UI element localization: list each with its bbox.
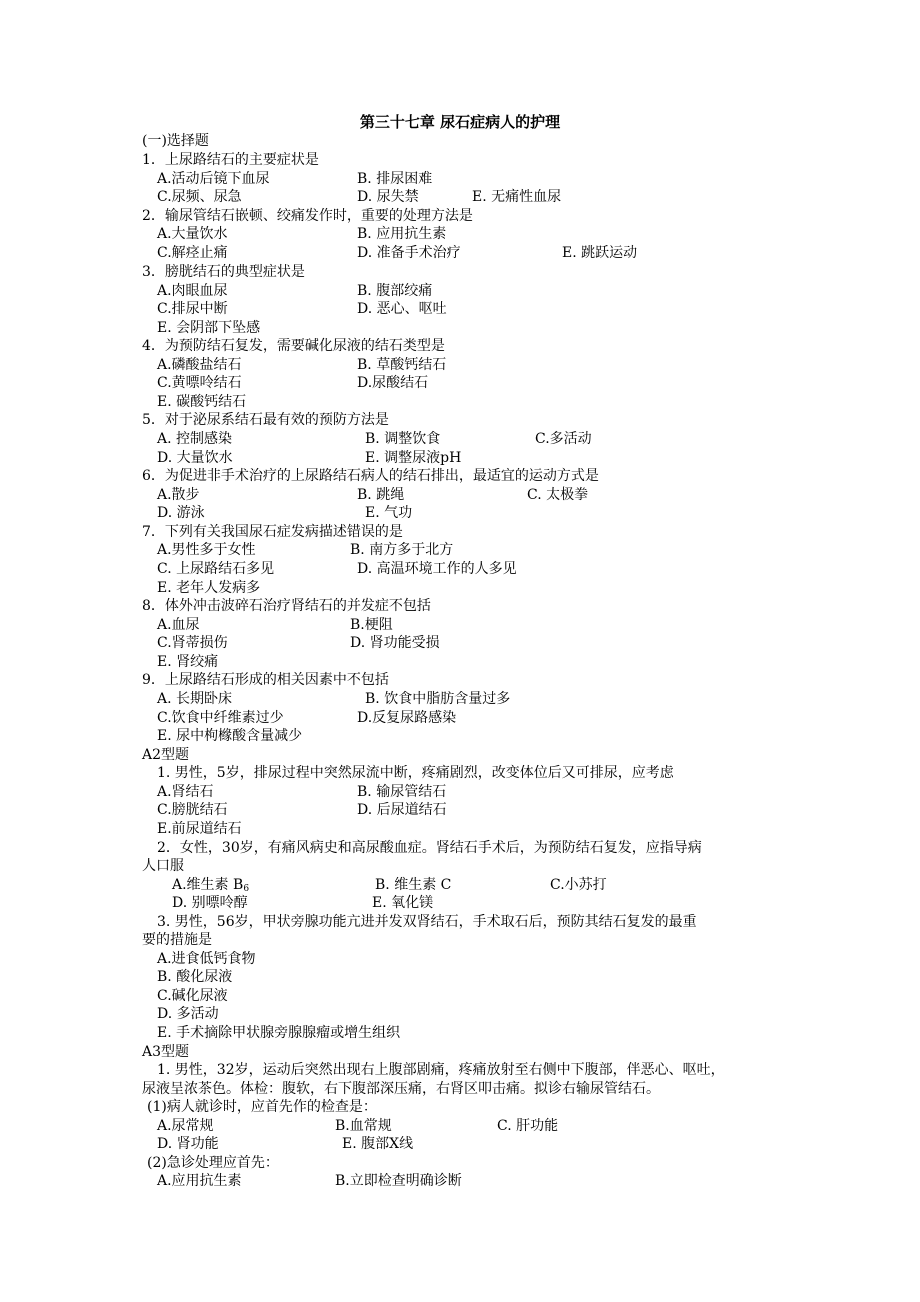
option-text: B. 南方多于北方 (350, 542, 454, 558)
option-text: A.磷酸盐结石 (157, 357, 242, 373)
option-text: A. 控制感染 (157, 431, 233, 447)
text-line: 4．为预防结石复发，需要碱化尿液的结石类型是 (142, 338, 445, 354)
text-line: E. 肾绞痛 (157, 654, 219, 670)
text-line: (1)病人就诊时，应首先作的检查是： (147, 1099, 377, 1115)
option-text: D. 肾功能受损 (350, 635, 440, 651)
option-text: D. 准备手术治疗 (357, 245, 461, 261)
option-text: B. 腹部绞痛 (357, 283, 433, 299)
option-text: A.活动后镜下血尿 (157, 171, 270, 187)
option-text: D. 游泳 (157, 505, 205, 521)
option-text: C. 太极拳 (527, 487, 589, 503)
text-line: E. 会阴部下坠感 (157, 320, 261, 336)
option-text: B. 应用抗生素 (357, 226, 447, 242)
text-line: A3型题 (142, 1044, 190, 1060)
option-text: A.男性多于女性 (157, 542, 256, 558)
option-text: A.维生素 $B_6$ (172, 877, 250, 894)
text-line: (一)选择题 (142, 133, 209, 149)
text-line: 1．上尿路结石的主要症状是 (142, 152, 319, 168)
text-line: 5．对于泌尿系结石最有效的预防方法是 (142, 412, 389, 428)
option-text: C. 上尿路结石多见 (157, 561, 275, 577)
option-text: B. 排尿困难 (357, 171, 433, 187)
text-line: E.前尿道结石 (157, 821, 242, 837)
chapter-title: 第三十七章 尿石症病人的护理 (359, 113, 561, 131)
option-text: B. 输尿管结石 (357, 784, 447, 800)
text-line: A2型题 (142, 747, 190, 763)
option-text: E. 气功 (365, 505, 413, 521)
text-line: 2．输尿管结石嵌顿、绞痛发作时，重要的处理方法是 (142, 208, 473, 224)
option-text: D. 高温环境工作的人多见 (357, 561, 517, 577)
text-line: 要的措施是 (142, 932, 212, 948)
text-line: E. 老年人发病多 (157, 580, 261, 596)
text-line: 8．体外冲击波碎石治疗肾结石的并发症不包括 (142, 598, 431, 614)
text-line: 1. 男性，5岁，排尿过程中突然尿流中断，疼痛剧烈，改变体位后又可排尿，应考虑 (157, 765, 674, 781)
option-text: C.尿频、尿急 (157, 189, 242, 205)
option-text: A.肉眼血尿 (157, 283, 228, 299)
option-text: E. 氧化镁 (372, 895, 434, 911)
text-line: D. 多活动 (157, 1006, 219, 1022)
option-text: D. 后尿道结石 (357, 802, 447, 818)
option-text: A.尿常规 (157, 1118, 214, 1134)
text-line: 9．上尿路结石形成的相关因素中不包括 (142, 672, 389, 688)
option-text: D. 恶心、呕吐 (357, 301, 447, 317)
text-line: 6．为促进非手术治疗的上尿路结石病人的结石排出，最适宜的运动方式是 (142, 468, 599, 484)
option-text: A.肾结石 (157, 784, 214, 800)
option-text: A.散步 (157, 487, 200, 503)
option-text: D.反复尿路感染 (357, 710, 457, 726)
option-text: C.排尿中断 (157, 301, 228, 317)
text-line: (2)急诊处理应首先： (147, 1155, 279, 1171)
option-text: B. 饮食中脂肪含量过多 (365, 691, 511, 707)
option-text: B.血常规 (335, 1118, 392, 1134)
option-text: A.大量饮水 (157, 226, 228, 242)
option-text: B. 跳绳 (357, 487, 405, 503)
text-line: B. 酸化尿液 (157, 969, 233, 985)
option-text: B.梗阻 (350, 617, 393, 633)
option-text: C.肾蒂损伤 (157, 635, 228, 651)
option-text: A.血尿 (157, 617, 200, 633)
text-line: 7．下列有关我国尿石症发病描述错误的是 (142, 524, 403, 540)
option-text: D.尿酸结石 (357, 375, 429, 391)
option-text: B. 调整饮食 (365, 431, 441, 447)
text-line: E. 手术摘除甲状腺旁腺腺瘤或增生组织 (157, 1025, 401, 1041)
text-line: A.进食低钙食物 (157, 951, 256, 967)
option-text: E. 调整尿液pH (365, 450, 462, 466)
option-text: A. 长期卧床 (157, 691, 233, 707)
option-text: C.黄嘌呤结石 (157, 375, 242, 391)
option-text: D. 尿失禁 (357, 189, 419, 205)
option-text: C.膀胱结石 (157, 802, 228, 818)
option-text: B.立即检查明确诊断 (335, 1173, 462, 1189)
text-line: 3．膀胱结石的典型症状是 (142, 264, 305, 280)
subscript: 6 (243, 884, 250, 894)
option-text: E. 腹部X线 (342, 1136, 414, 1152)
option-text: C. 肝功能 (497, 1118, 559, 1134)
text-line: E. 尿中枸橼酸含量减少 (157, 728, 303, 744)
text-line: 尿液呈浓茶色。体检：腹软，右下腹部深压痛，右肾区叩击痛。拟诊右输尿管结石。 (142, 1081, 660, 1097)
option-text: B. 草酸钙结石 (357, 357, 447, 373)
option-text: C.小苏打 (550, 877, 607, 893)
text-line: 1. 男性，32岁，运动后突然出现右上腹部剧痛，疼痛放射至右侧中下腹部，伴恶心、呕吐， (157, 1062, 725, 1078)
text-line: E. 碳酸钙结石 (157, 394, 247, 410)
option-text: E. 跳跃运动 (562, 245, 638, 261)
option-text: D. 别嘌呤醇 (172, 895, 248, 911)
option-text: A.应用抗生素 (157, 1173, 242, 1189)
text-line: 3. 男性，56岁，甲状旁腺功能亢进并发双肾结石，手术取石后，预防其结石复发的最重 (157, 914, 697, 930)
option-text: C.饮食中纤维素过少 (157, 710, 284, 726)
option-text: E. 无痛性血尿 (472, 189, 562, 205)
option-text: C.多活动 (535, 431, 592, 447)
option-text: C.解痉止痛 (157, 245, 228, 261)
option-text: B. 维生素 C (375, 877, 452, 893)
text-line: 2．女性，30岁，有痛风病史和高尿酸血症。肾结石手术后，为预防结石复发，应指导病 (157, 840, 702, 856)
option-text: D. 肾功能 (157, 1136, 219, 1152)
text-line: C.碱化尿液 (157, 988, 228, 1004)
option-text: D. 大量饮水 (157, 450, 233, 466)
text-line: 人口服 (142, 858, 184, 874)
